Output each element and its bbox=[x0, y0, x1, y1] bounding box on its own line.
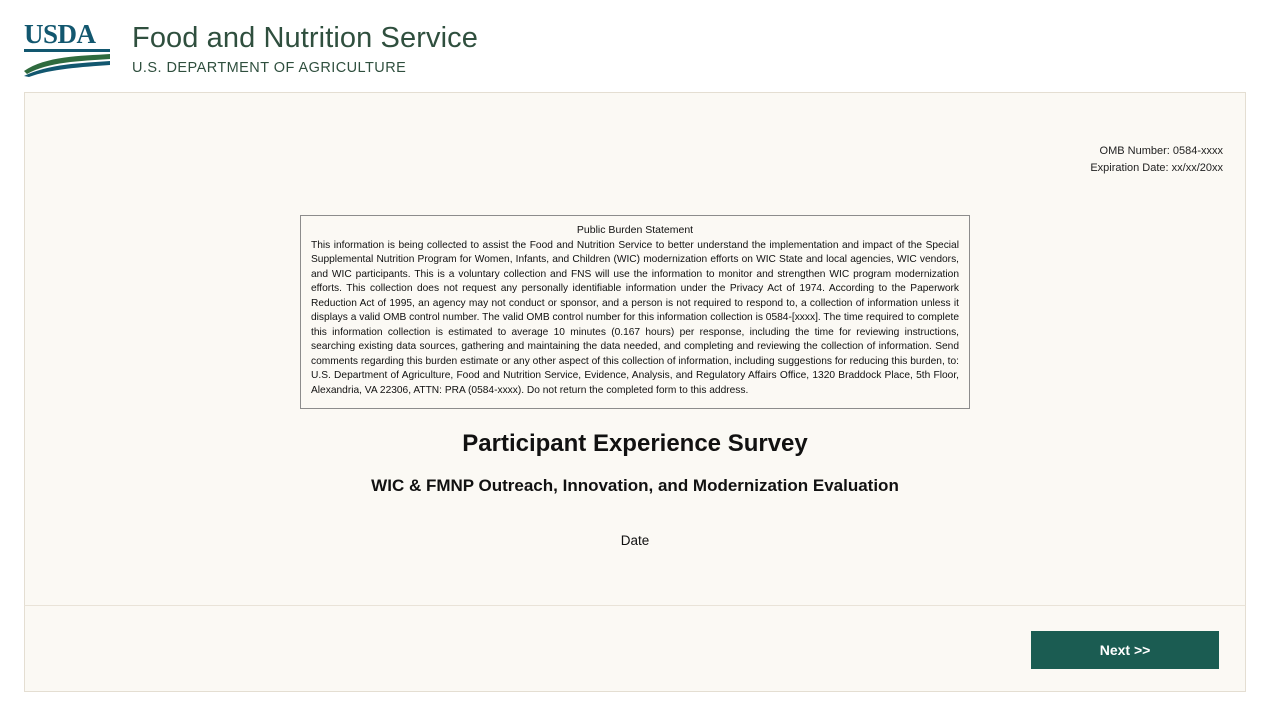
public-burden-text: This information is being collected to assist the Food and Nutrition Service to better understand the implementation and impact of the Special Supplemental Nutrition Program for Women, Infants, and Children (WIC) modernization efforts on WIC State and local agencies, WIC vendors, and WIC participants. This is a voluntary collection and FNS will use the information to monitor and strengthen WIC program modernization efforts. This collection does not request any personally identifiable information under the Privacy Act of 1974. According to the Paperwork Reduction Act of 1995, an agency may not conduct or sponsor, and a person is not required to respond to, a collection of information unless it displays a valid OMB control number. The valid OMB control number for this information collection is 0584-[xxxx]. The time required to complete this information collection is estimated to average 10 minutes (0.167 hours) per response, including the time for reviewing instructions, searching existing data sources, gathering and maintaining the data needed, and completing and reviewing the collection of information. Send comments regarding this burden estimate or any other aspect of this collection of information, including suggestions for reducing this burden, to: U.S. Department of Agriculture, Food and Nutrition Service, Evidence, Analysis, and Regulatory Affairs Office, 1320 Braddock Place, 5th Floor, Alexandria, VA 22306, ATTN: PRA (0584-xxxx). Do not return the completed form to this address. bbox=[311, 240, 959, 396]
usda-logo-icon bbox=[24, 21, 110, 77]
survey-footer bbox=[24, 605, 1246, 692]
omb-expiration-date: Expiration Date: xx/xx/20xx bbox=[1090, 162, 1223, 175]
date-label: Date bbox=[620, 533, 650, 548]
survey-content-card bbox=[24, 92, 1246, 605]
public-burden-title: Public Burden Statement bbox=[576, 224, 694, 236]
usda-wordmark: USDA bbox=[24, 19, 96, 49]
omb-number: OMB Number: 0584-xxxx bbox=[1099, 145, 1223, 157]
usda-logo-rule bbox=[24, 49, 110, 52]
usda-swoosh-icon bbox=[24, 54, 110, 77]
page-title: Participant Experience Survey bbox=[462, 430, 808, 457]
omb-info bbox=[1090, 143, 1223, 177]
page-subtitle: WIC & FMNP Outreach, Innovation, and Modernization Evaluation bbox=[371, 476, 899, 495]
site-header bbox=[0, 0, 1270, 92]
next-button[interactable]: Next >> bbox=[1031, 631, 1219, 669]
public-burden-statement bbox=[300, 215, 970, 409]
agency-subtitle: U.S. DEPARTMENT OF AGRICULTURE bbox=[132, 60, 407, 77]
agency-title: Food and Nutrition Service bbox=[132, 21, 478, 54]
header-titles bbox=[132, 22, 478, 77]
